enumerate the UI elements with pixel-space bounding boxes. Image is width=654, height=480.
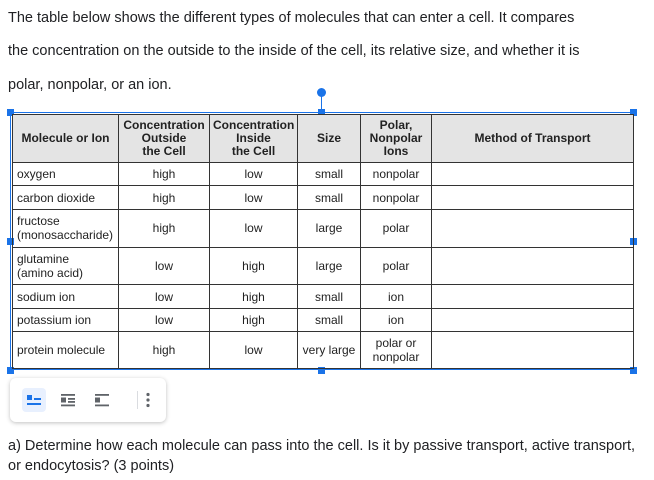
- header-text: Inside: [236, 130, 271, 145]
- cell-inside[interactable]: high: [210, 247, 298, 285]
- cell-molecule[interactable]: [13, 186, 119, 209]
- header-size[interactable]: Size: [298, 115, 361, 163]
- cell-text: protein molecule: [17, 343, 106, 358]
- intro-text: [8, 0, 648, 102]
- cell-outside[interactable]: high: [119, 209, 210, 247]
- cell-size[interactable]: large: [298, 209, 361, 247]
- cell-method[interactable]: [432, 247, 634, 285]
- cell-text: (amino acid): [17, 265, 84, 280]
- table-row: [13, 247, 634, 285]
- cell-polarity[interactable]: [361, 332, 432, 369]
- cell-text: nonpolar: [372, 167, 420, 182]
- wrap-text-icon[interactable]: [56, 388, 80, 412]
- molecule-table[interactable]: [12, 114, 634, 369]
- cell-size[interactable]: small: [298, 285, 361, 308]
- cell-text: nonpolar: [372, 190, 420, 205]
- table-row: [13, 285, 634, 308]
- cell-inside[interactable]: low: [210, 186, 298, 209]
- cell-size[interactable]: small: [298, 308, 361, 331]
- cell-polarity[interactable]: [361, 285, 432, 308]
- cell-text: fructose: [17, 214, 60, 229]
- header-text: Concentration: [123, 117, 205, 132]
- cell-text: oxygen: [17, 167, 56, 182]
- header-text: the Cell: [142, 143, 186, 158]
- intro-line: The table below shows the different types of molecules that can enter a cell. It compares: [8, 10, 575, 26]
- table-row: [13, 209, 634, 247]
- cell-text: polar: [382, 221, 410, 236]
- cell-method[interactable]: [432, 285, 634, 308]
- cell-size[interactable]: small: [298, 186, 361, 209]
- cell-size[interactable]: small: [298, 162, 361, 185]
- cell-text: sodium ion: [17, 289, 76, 304]
- cell-size[interactable]: very large: [298, 332, 361, 369]
- header-text: Outside: [141, 130, 187, 145]
- inline-icon[interactable]: [22, 388, 46, 412]
- intro-line: polar, nonpolar, or an ion.: [8, 77, 172, 93]
- table-body: [13, 115, 634, 369]
- more-options-icon[interactable]: [136, 388, 160, 412]
- cell-outside[interactable]: low: [119, 285, 210, 308]
- cell-method[interactable]: [432, 162, 634, 185]
- header-method[interactable]: Method of Transport: [432, 115, 634, 163]
- intro-line: the concentration on the outside to the inside of the cell, its relative size, and whether it is: [8, 43, 580, 59]
- header-text: Polar,: [379, 117, 413, 132]
- table-row: [13, 308, 634, 331]
- cell-inside[interactable]: high: [210, 308, 298, 331]
- cell-outside[interactable]: low: [119, 247, 210, 285]
- cell-polarity[interactable]: [361, 308, 432, 331]
- cell-molecule[interactable]: [13, 162, 119, 185]
- cell-text: potassium ion: [17, 312, 92, 327]
- header-text: Nonpolar: [369, 130, 423, 145]
- cell-molecule[interactable]: [13, 247, 119, 285]
- cell-polarity[interactable]: [361, 247, 432, 285]
- cell-text: glutamine: [17, 251, 70, 266]
- header-text: Ions: [383, 143, 409, 158]
- cell-molecule[interactable]: [13, 285, 119, 308]
- table-row: [13, 186, 634, 209]
- cell-polarity[interactable]: [361, 162, 432, 185]
- cell-inside[interactable]: low: [210, 162, 298, 185]
- header-molecule[interactable]: Molecule or Ion: [13, 115, 119, 163]
- cell-size[interactable]: large: [298, 247, 361, 285]
- cell-outside[interactable]: low: [119, 308, 210, 331]
- cell-text: polar or: [375, 336, 417, 351]
- cell-text: ion: [387, 312, 404, 327]
- header-polarity[interactable]: [361, 115, 432, 163]
- cell-molecule[interactable]: [13, 332, 119, 369]
- cell-method[interactable]: [432, 209, 634, 247]
- break-text-icon[interactable]: [90, 388, 114, 412]
- cell-method[interactable]: [432, 308, 634, 331]
- cell-inside[interactable]: high: [210, 285, 298, 308]
- table-row: [13, 162, 634, 185]
- cell-text: nonpolar: [372, 350, 420, 365]
- cell-polarity[interactable]: [361, 186, 432, 209]
- cell-inside[interactable]: low: [210, 209, 298, 247]
- table-row: [13, 332, 634, 369]
- cell-inside[interactable]: low: [210, 332, 298, 369]
- header-row: [13, 115, 634, 163]
- cell-text: ion: [387, 289, 404, 304]
- header-concentration-outside[interactable]: [119, 115, 210, 163]
- header-text: Concentration: [213, 117, 295, 132]
- image-layout-toolbar: [10, 378, 166, 422]
- cell-method[interactable]: [432, 332, 634, 369]
- cell-method[interactable]: [432, 186, 634, 209]
- cell-outside[interactable]: high: [119, 162, 210, 185]
- cell-outside[interactable]: high: [119, 332, 210, 369]
- cell-molecule[interactable]: [13, 209, 119, 247]
- header-text: the Cell: [231, 143, 276, 158]
- cell-text: (monosaccharide): [17, 228, 114, 243]
- cell-outside[interactable]: high: [119, 186, 210, 209]
- rotate-handle[interactable]: [317, 88, 326, 97]
- cell-text: polar: [382, 258, 410, 273]
- question-text: a) Determine how each molecule can pass into the cell. Is it by passive transport, active transport, or endocytosis? (3 points): [8, 438, 636, 474]
- cell-polarity[interactable]: [361, 209, 432, 247]
- cell-molecule[interactable]: [13, 308, 119, 331]
- cell-text: carbon dioxide: [17, 190, 96, 205]
- header-concentration-inside[interactable]: [210, 115, 298, 163]
